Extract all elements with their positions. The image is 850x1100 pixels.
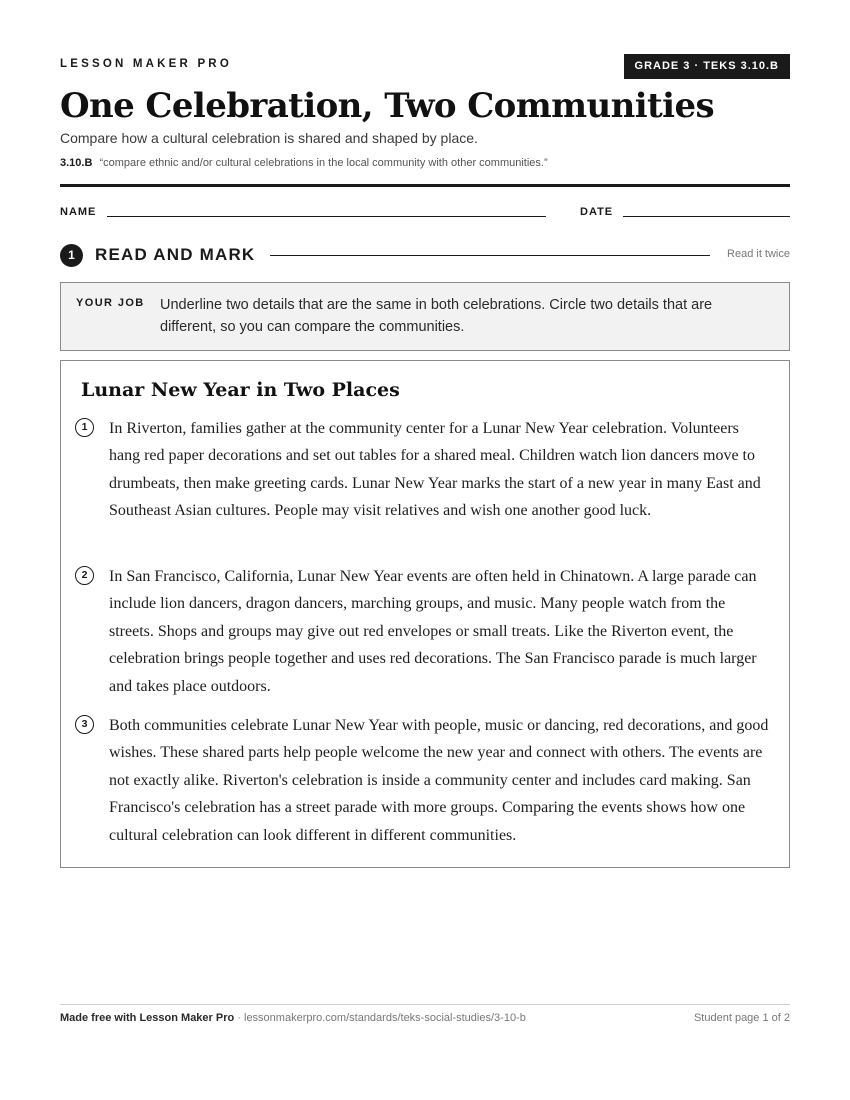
footer-credit bbox=[60, 1012, 526, 1024]
section-number-badge: 1 bbox=[60, 244, 83, 267]
standard-code: 3.10.B bbox=[60, 157, 93, 169]
page-title: One Celebration, Two Communities bbox=[60, 86, 715, 126]
section-note: Read it twice bbox=[727, 248, 790, 260]
paragraph-1: In Riverton, families gather at the community center for a Lunar New Year celebration. Volunteers hang red paper decorations and set out tables for a shared meal. Children watch lion dancers move to drumbeats, then make greeting cards. Lunar New Year marks the start of a new year in many East and Southeast Asian cultures. People may visit relatives and wish one another good luck. bbox=[109, 420, 761, 520]
paragraph-number-3: 3 bbox=[75, 715, 94, 734]
worksheet-page bbox=[60, 0, 790, 1100]
reading-passage bbox=[60, 360, 790, 868]
your-job-label: YOUR JOB bbox=[76, 297, 145, 309]
standard-line bbox=[60, 157, 548, 169]
footer-page-number: Student page 1 of 2 bbox=[693, 1012, 790, 1024]
name-label: NAME bbox=[60, 206, 97, 218]
paragraph-number-1: 1 bbox=[75, 418, 94, 437]
your-job-box bbox=[60, 282, 790, 351]
date-field[interactable] bbox=[623, 216, 790, 217]
paragraph-3: Both communities celebrate Lunar New Year with people, music or dancing, red decorations, and good wishes. These shared parts help people welcome the new year and connect with others. The events are not exactly alike. Riverton's celebration is inside a community center and includes card making. San Francisco's celebration has a street parade with more groups. Comparing the events shows how one cultural celebration can look different in different communities. bbox=[109, 717, 769, 844]
page-subtitle: Compare how a cultural celebration is shared and shaped by place. bbox=[60, 130, 478, 146]
paragraph-2: In San Francisco, California, Lunar New Year events are often held in Chinatown. A large parade can include lion dancers, dragon dancers, marching groups, and music. Many people watch from the streets. Shops and groups may give out red envelopes or small treats. Like the Riverton event, the celebration brings people together and uses red decorations. The San Francisco parade is much larger and takes place outdoors. bbox=[109, 568, 757, 695]
grade-badge: GRADE 3 · TEKS 3.10.B bbox=[624, 54, 790, 79]
section-title: READ AND MARK bbox=[95, 245, 256, 264]
standard-text: “compare ethnic and/or cultural celebrations in the local community with other communities.” bbox=[99, 157, 548, 169]
footer-made-with: Made free with Lesson Maker Pro bbox=[60, 1012, 235, 1024]
reading-title: Lunar New Year in Two Places bbox=[81, 379, 400, 401]
paragraph-number-2: 2 bbox=[75, 566, 94, 585]
footer-divider bbox=[60, 1004, 790, 1005]
your-job-text: Underline two details that are the same in both celebrations. Circle two details that are different, so you can compare the communities. bbox=[160, 297, 713, 335]
name-field[interactable] bbox=[107, 216, 546, 217]
section-divider bbox=[270, 255, 710, 256]
header-divider bbox=[60, 184, 790, 187]
brand-name: LESSON MAKER PRO bbox=[60, 58, 232, 70]
date-label: DATE bbox=[580, 206, 614, 218]
footer-link[interactable]: · lessonmakerpro.com/standards/teks-social-studies/3-10-b bbox=[234, 1012, 526, 1024]
